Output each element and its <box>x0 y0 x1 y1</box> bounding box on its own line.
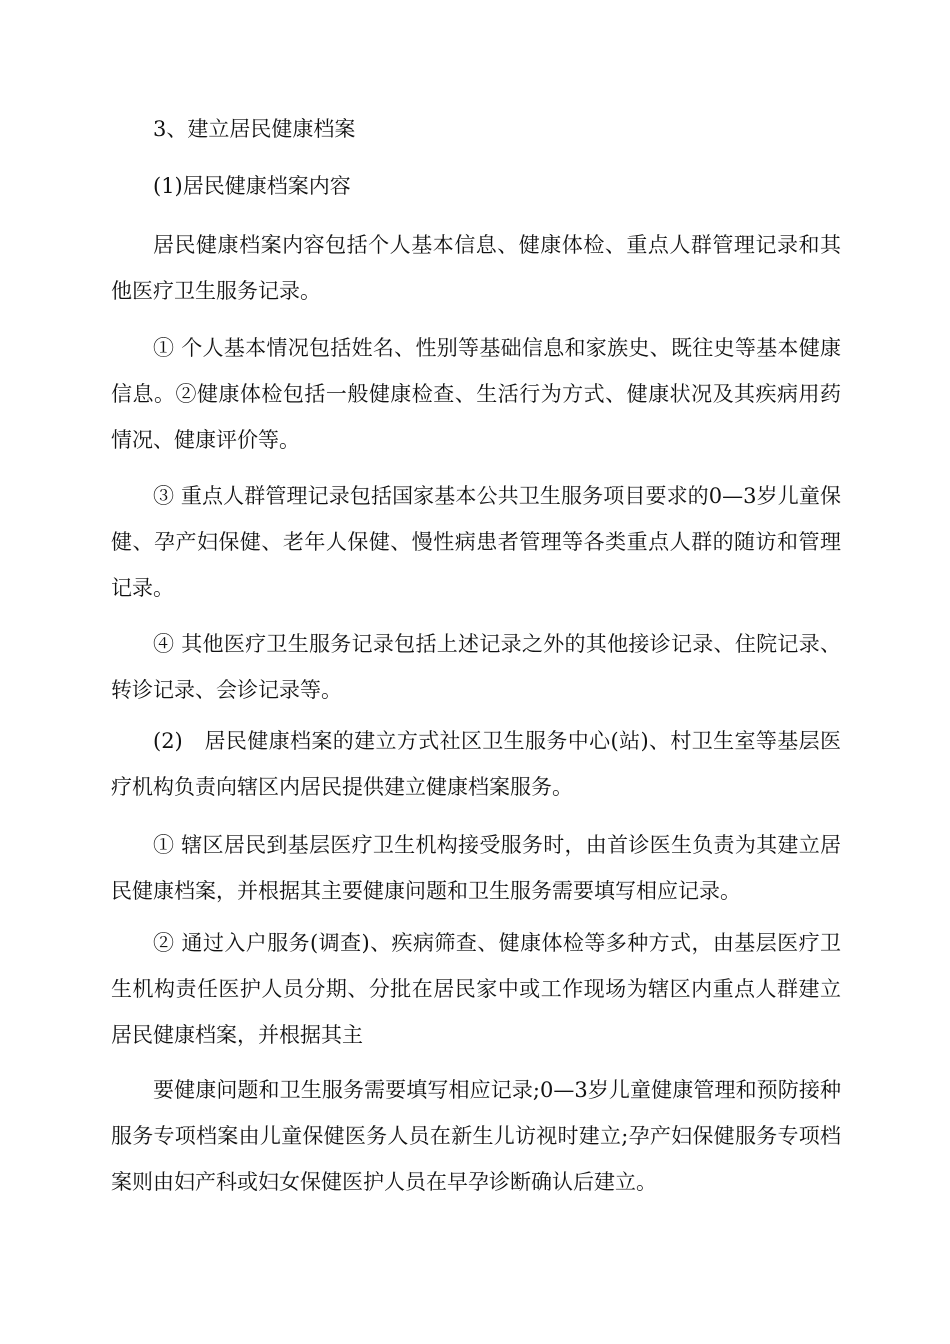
section-heading: 3、建立居民健康档案 <box>153 117 356 141</box>
paragraph-establishment-method: (2) 居民健康档案的建立方式社区卫生服务中心(站)、村卫生室等基层医疗机构负责向辖区内居民提供建立健康档案服务。 <box>111 729 841 799</box>
paragraph-item-1-2: ① 个人基本情况包括姓名、性别等基础信息和家族史、既往史等基本健康信息。②健康体检包括一般健康检查、生活行为方式、健康状况及其疾病用药情况、健康评价等。 <box>111 336 841 452</box>
paragraph-contents-overview: 居民健康档案内容包括个人基本信息、健康体检、重点人群管理记录和其他医疗卫生服务记录。 <box>111 233 841 303</box>
paragraph-item-3: ③ 重点人群管理记录包括国家基本公共卫生服务项目要求的0—3岁儿童保健、孕产妇保健、老年人保健、慢性病患者管理等各类重点人群的随访和管理记录。 <box>111 484 841 600</box>
paragraph-item-4: ④ 其他医疗卫生服务记录包括上述记录之外的其他接诊记录、住院记录、转诊记录、会诊记录等。 <box>111 632 841 702</box>
paragraph-method-2-continued: 要健康问题和卫生服务需要填写相应记录;0—3岁儿童健康管理和预防接种服务专项档案由儿童保健医务人员在新生儿访视时建立;孕产妇保健服务专项档案则由妇产科或妇女保健医护人员在早孕诊断确认后建立。 <box>111 1078 841 1194</box>
subsection-heading-1: (1)居民健康档案内容 <box>153 174 351 198</box>
paragraph-method-1: ① 辖区居民到基层医疗卫生机构接受服务时，由首诊医生负责为其建立居民健康档案，并根据其主要健康问题和卫生服务需要填写相应记录。 <box>111 833 841 903</box>
paragraph-method-2: ② 通过入户服务(调查)、疾病筛查、健康体检等多种方式，由基层医疗卫生机构责任医护人员分期、分批在居民家中或工作现场为辖区内重点人群建立居民健康档案，并根据其主 <box>111 931 841 1047</box>
